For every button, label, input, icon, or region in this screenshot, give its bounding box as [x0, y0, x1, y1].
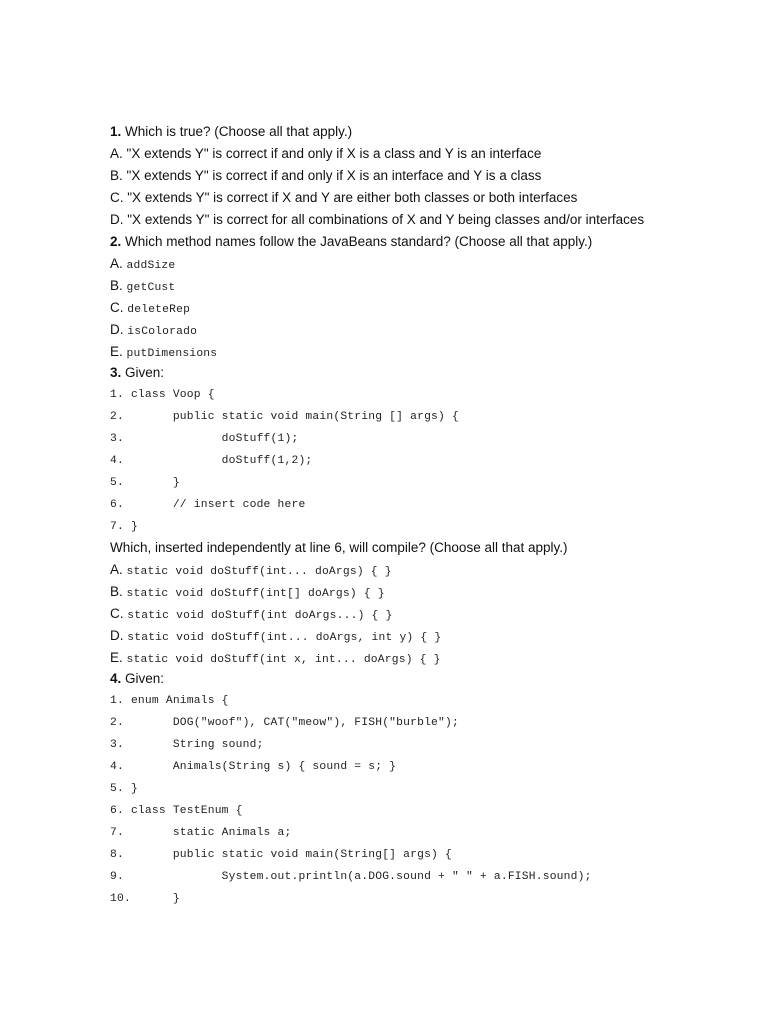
option-code: static void doStuff(int... doArgs, int y) { }: [127, 632, 442, 644]
option-code: getCust: [126, 282, 176, 294]
question-number: 2.: [110, 234, 122, 249]
code-line: 2. public static void main(String [] args) {: [110, 411, 459, 423]
code-line: 7. }: [110, 521, 138, 533]
option-letter: D.: [110, 322, 124, 337]
option-text: "X extends Y" is correct if and only if X is an interface and Y is a class: [126, 168, 542, 183]
option-line: [110, 605, 392, 625]
question-number: 4.: [110, 671, 122, 686]
option-letter: A.: [110, 256, 123, 271]
option-line: [110, 649, 441, 669]
code-line: 3. doStuff(1);: [110, 433, 299, 445]
option-line: [110, 343, 217, 363]
option-code: static void doStuff(int... doArgs) { }: [126, 566, 392, 578]
code-line: 7. static Animals a;: [110, 827, 292, 839]
question-prompt: Which is true? (Choose all that apply.): [125, 124, 353, 139]
question-given: Given:: [125, 365, 165, 380]
option-line: [110, 167, 541, 185]
question-prompt: Which method names follow the JavaBeans standard? (Choose all that apply.): [125, 234, 593, 249]
question-number: 3.: [110, 365, 122, 380]
option-text: "X extends Y" is correct if X and Y are either both classes or both interfaces: [127, 190, 578, 205]
option-line: [110, 321, 197, 341]
question-4: [110, 670, 164, 688]
question-3: [110, 364, 164, 382]
code-line: 6. // insert code here: [110, 499, 306, 511]
option-letter: B.: [110, 278, 123, 293]
option-letter: C.: [110, 606, 124, 621]
option-letter: D.: [110, 628, 124, 643]
code-line: 9. System.out.println(a.DOG.sound + " " + a.FISH.sound);: [110, 871, 592, 883]
option-line: [110, 561, 392, 581]
code-line: 4. doStuff(1,2);: [110, 455, 313, 467]
option-line: [110, 583, 385, 603]
option-letter: A.: [110, 146, 123, 161]
question-number: 1.: [110, 124, 122, 139]
option-text: "X extends Y" is correct if and only if X is a class and Y is an interface: [126, 146, 542, 161]
option-line: [110, 277, 175, 297]
option-letter: A.: [110, 562, 123, 577]
code-line: 2. DOG("woof"), CAT("meow"), FISH("burble");: [110, 717, 459, 729]
code-line: 5. }: [110, 783, 138, 795]
option-text: "X extends Y" is correct for all combinations of X and Y being classes and/or interfaces: [127, 212, 645, 227]
code-line: 3. String sound;: [110, 739, 264, 751]
option-letter: C.: [110, 300, 124, 315]
option-line: [110, 255, 175, 275]
option-code: static void doStuff(int[] doArgs) { }: [126, 588, 385, 600]
question-prompt: Which, inserted independently at line 6, will compile? (Choose all that apply.): [110, 540, 568, 555]
option-letter: C.: [110, 190, 124, 205]
option-line: [110, 211, 644, 229]
option-letter: B.: [110, 584, 123, 599]
code-line: 4. Animals(String s) { sound = s; }: [110, 761, 397, 773]
question-given: Given:: [125, 671, 165, 686]
code-line: 8. public static void main(String[] args) {: [110, 849, 452, 861]
question-2: [110, 233, 592, 251]
option-letter: B.: [110, 168, 123, 183]
code-line: 10. }: [110, 893, 180, 905]
option-letter: E.: [110, 650, 123, 665]
option-line: [110, 145, 541, 163]
code-line: 5. }: [110, 477, 180, 489]
code-line: 1. class Voop {: [110, 389, 215, 401]
code-line: 6. class TestEnum {: [110, 805, 243, 817]
option-letter: D.: [110, 212, 124, 227]
option-line: [110, 299, 190, 319]
option-line: [110, 627, 441, 647]
option-code: static void doStuff(int doArgs...) { }: [127, 610, 393, 622]
option-code: deleteRep: [127, 304, 191, 316]
option-code: static void doStuff(int x, int... doArgs) { }: [126, 654, 441, 666]
option-letter: E.: [110, 344, 123, 359]
option-code: isColorado: [127, 326, 198, 338]
option-code: addSize: [126, 260, 176, 272]
option-line: [110, 189, 577, 207]
option-code: putDimensions: [126, 348, 218, 360]
question-1: [110, 123, 352, 141]
code-line: 1. enum Animals {: [110, 695, 229, 707]
